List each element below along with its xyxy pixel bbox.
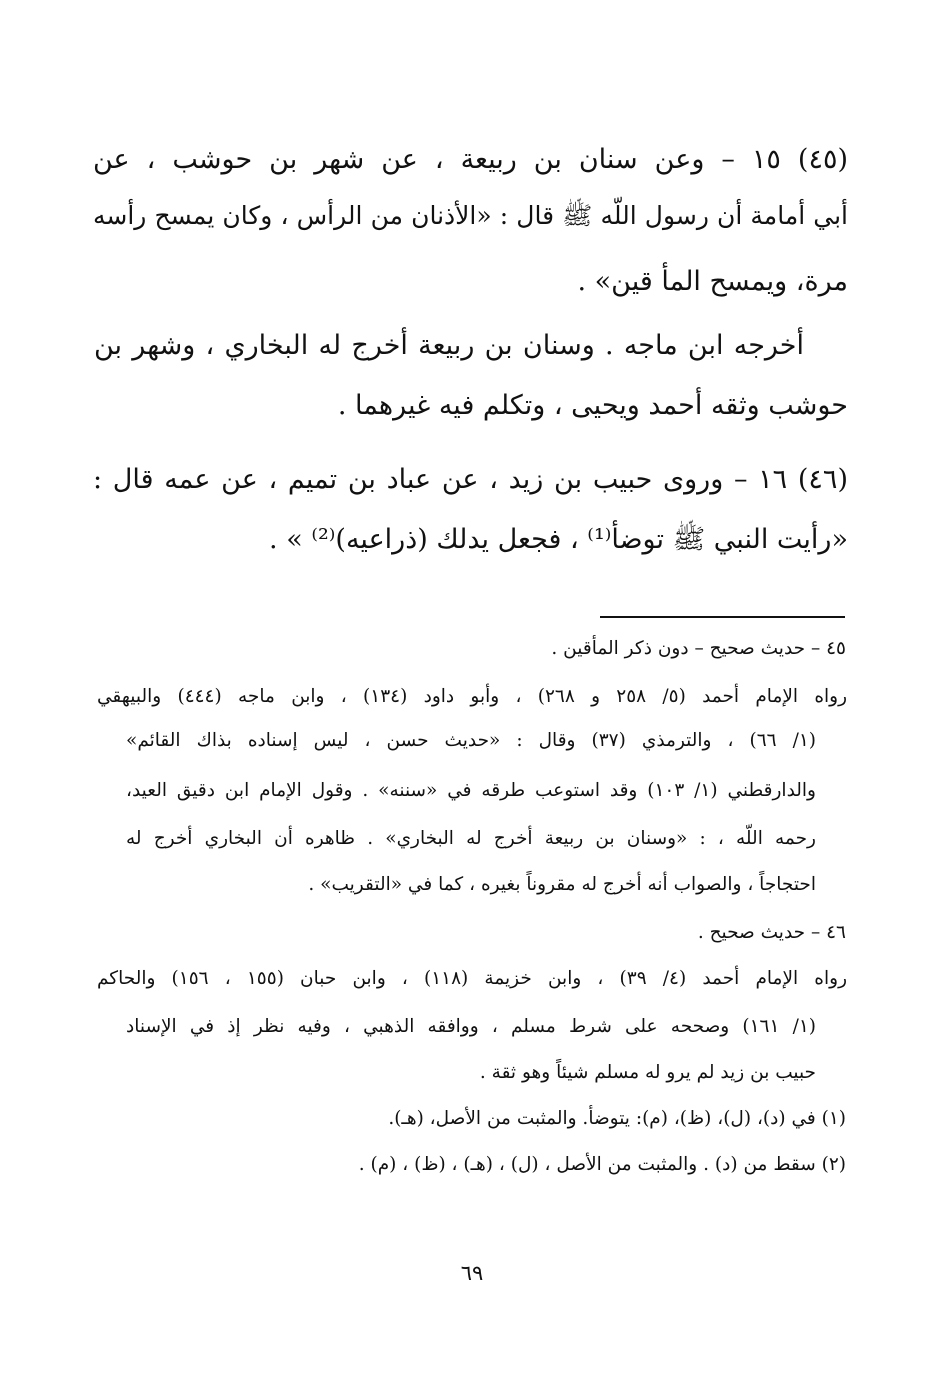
- footnote-45-line-3: والدارقطني (١/ ١٠٣) وقد استوعب طرقه في «سننه» . وقول الإمام ابن دقيق العيد،: [126, 780, 816, 801]
- footnote-45-heading: ٤٥ – حديث صحيح – دون ذكر المأقين .: [551, 638, 846, 659]
- commentary-45-line-1: أخرجه ابن ماجه . وسنان بن ربيعة أخرج له البخاري ، وشهر بن: [94, 330, 804, 361]
- hadith-46-line-1: (٤٦) ١٦ – وروى حبيب بن زيد ، عن عباد بن تميم ، عن عمه قال :: [93, 464, 848, 495]
- footnote-46-line-3: حبيب بن زيد لم يرو له مسلم شيئاً وهو ثقة .: [479, 1062, 816, 1083]
- footnote-45-line-4: رحمه اللّه ، : «وسنان بن ربيعة أخرج له البخاري» . ظاهره أن البخاري أخرج له: [126, 828, 816, 849]
- footnote-45-line-2: (١/ ٦٦) ، والترمذي (٣٧) وقال : «حديث حسن ، ليس إسناده بذاك القائم»: [126, 730, 816, 751]
- variant-note-2: (٢) سقط من (د) . والمثبت من الأصل ، (ل) ، (هـ) ، (ظ) ، (م) .: [358, 1154, 846, 1175]
- hadith-45-line-2: أبي أمامة أن رسول اللّه ﷺ قال : «الأذنان من الرأس ، وكان يمسح رأسه: [93, 201, 848, 230]
- footnote-45-line-1: رواه الإمام أحمد (٥/ ٢٥٨ و ٢٦٨) ، وأبو داود (١٣٤) ، وابن ماجه (٤٤٤) والبيهقي: [97, 686, 848, 707]
- footnote-46-line-1: رواه الإمام أحمد (٤/ ٣٩) ، وابن خزيمة (١١٨) ، وابن حبان (١٥٥ ، ١٥٦) والحاكم: [97, 968, 848, 989]
- footnote-45-line-5: احتجاجاً ، والصواب أنه أخرج له مقروناً بغيره ، كما في «التقريب» .: [308, 874, 816, 895]
- hadith-46-line-2: «رأيت النبي ﷺ توضأ⁽¹⁾ ، فجعل يدلك (ذراعيه)⁽²⁾ » .: [269, 524, 848, 555]
- hadith-45-line-1: (٤٥) ١٥ – وعن سنان بن ربيعة ، عن شهر بن حوشب ، عن: [93, 144, 848, 175]
- hadith-45-line-3: مرة، ويمسح المأ قين» .: [577, 266, 848, 297]
- footnote-46-line-2: (١/ ١٦١) وصححه على شرط مسلم ، ووافقه الذهبي ، وفيه نظر إذ في الإسناد: [126, 1016, 816, 1037]
- footnote-46-heading: ٤٦ – حديث صحيح .: [697, 922, 846, 943]
- commentary-45-line-2: حوشب وثقه أحمد ويحيى ، وتكلم فيه غيرهما .: [337, 390, 848, 421]
- footnote-separator: [600, 616, 845, 618]
- variant-note-1: (١) في (د)، (ل)، (ظ)، (م): يتوضأ. والمثبت من الأصل، (هـ).: [388, 1108, 846, 1129]
- page-number: ٦٩: [460, 1261, 484, 1285]
